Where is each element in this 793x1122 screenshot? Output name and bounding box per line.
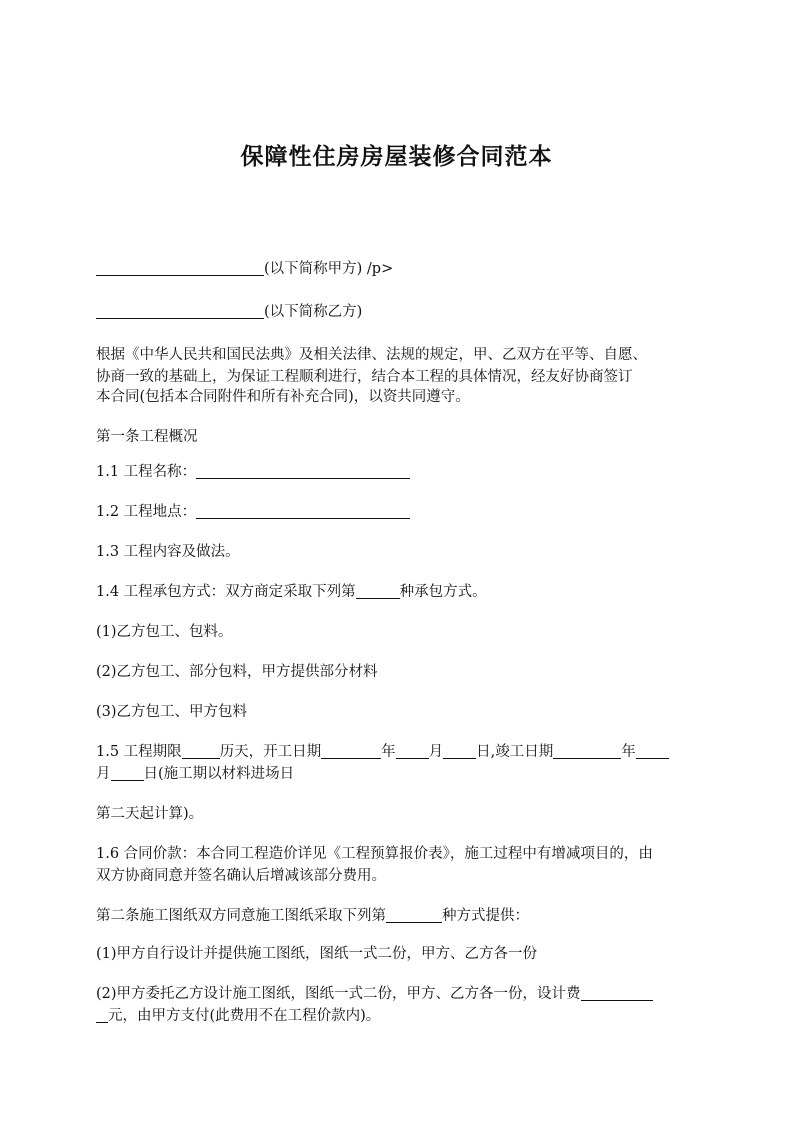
article-2-suffix: 种方式提供：	[442, 908, 529, 924]
article-2-option-2-suffix: 元，由甲方支付(此费用不在工程价款内)。	[108, 1008, 381, 1024]
party-a-line	[96, 258, 708, 280]
item-1-5-text-d: 月	[428, 744, 444, 760]
intro-line-3: 本合同(包括本合同附件和所有补充合同)，以资共同遵守。	[96, 389, 470, 405]
article-2-option-2	[96, 983, 708, 1005]
party-b-blank[interactable]	[96, 302, 264, 319]
party-b-label: (以下简称乙方)	[264, 304, 363, 320]
end-year-blank[interactable]	[553, 742, 621, 759]
end-day-blank[interactable]	[111, 764, 144, 781]
item-1-5-text-e: 日,竣工日期	[476, 744, 554, 760]
party-a-label: (以下简称甲方) /p>	[264, 261, 394, 277]
item-1-1	[96, 461, 708, 483]
contract-mode-blank[interactable]	[356, 582, 400, 599]
item-1-5-text-h: 日(施工期以材料进场日	[143, 766, 295, 782]
item-1-6-line-1: 1.6 合同价款：本合同工程造价详见《工程预算报价表》，施工过程中有增减项目的，由	[96, 846, 653, 862]
article-2-option-2-text: (2)甲方委托乙方设计施工图纸，图纸一式二份，甲方、乙方各一份，设计费	[96, 986, 581, 1002]
item-1-5-text-g: 月	[96, 766, 111, 782]
party-b-line	[96, 301, 708, 323]
item-1-4-suffix: 种承包方式。	[399, 584, 487, 600]
start-year-blank[interactable]	[321, 742, 381, 759]
duration-days-blank[interactable]	[182, 742, 220, 759]
document-title: 保障性住房房屋装修合同范本	[240, 144, 553, 170]
option-2: (2)乙方包工、部分包料，甲方提供部分材料	[96, 664, 378, 680]
project-name-blank[interactable]	[196, 462, 410, 479]
item-1-4-label: 1.4 工程承包方式：双方商定采取下列第	[96, 584, 356, 600]
party-a-blank[interactable]	[96, 259, 264, 276]
item-1-2-label: 1.2 工程地点：	[96, 504, 197, 520]
design-fee-blank-cont[interactable]	[96, 1006, 108, 1023]
design-fee-blank[interactable]	[581, 984, 653, 1001]
drawing-mode-blank[interactable]	[386, 906, 442, 923]
start-day-blank[interactable]	[443, 742, 476, 759]
option-1: (1)乙方包工、包料。	[96, 624, 233, 640]
article-1-heading: 第一条工程概况	[96, 429, 198, 445]
item-1-5-text-f: 年	[621, 744, 636, 760]
article-2-label: 第二条施工图纸双方同意施工图纸采取下列第	[96, 908, 386, 924]
article-2-option-1: (1)甲方自行设计并提供施工图纸，图纸一式二份，甲方、乙方各一份	[96, 946, 538, 962]
start-month-blank[interactable]	[396, 742, 429, 759]
item-1-5-label: 1.5 工程期限	[96, 744, 182, 760]
article-2	[96, 905, 708, 927]
item-1-5-line-2	[96, 763, 708, 785]
item-1-2	[96, 501, 708, 523]
item-1-5-text-c: 年	[381, 744, 396, 760]
item-1-1-label: 1.1 工程名称：	[96, 464, 197, 480]
item-1-6-line-2: 双方协商同意并签名确认后增减该部分费用。	[96, 868, 386, 884]
option-3: (3)乙方包工、甲方包料	[96, 704, 248, 720]
item-1-3: 1.3 工程内容及做法。	[96, 544, 240, 560]
project-location-blank[interactable]	[196, 502, 410, 519]
article-2-option-2-line-2	[96, 1005, 708, 1027]
intro-line-2: 协商一致的基础上，为保证工程顺利进行，结合本工程的具体情况，经友好协商签订	[96, 369, 633, 385]
intro-line-1: 根据《中华人民共和国民法典》及相关法律、法规的规定，甲、乙双方在平等、自愿、	[96, 347, 647, 363]
item-1-5-text-b: 历天，开工日期	[219, 744, 322, 760]
item-1-5-continuation: 第二天起计算)。	[96, 806, 204, 822]
item-1-4	[96, 581, 708, 603]
item-1-5	[96, 741, 708, 763]
end-month-blank[interactable]	[636, 742, 669, 759]
